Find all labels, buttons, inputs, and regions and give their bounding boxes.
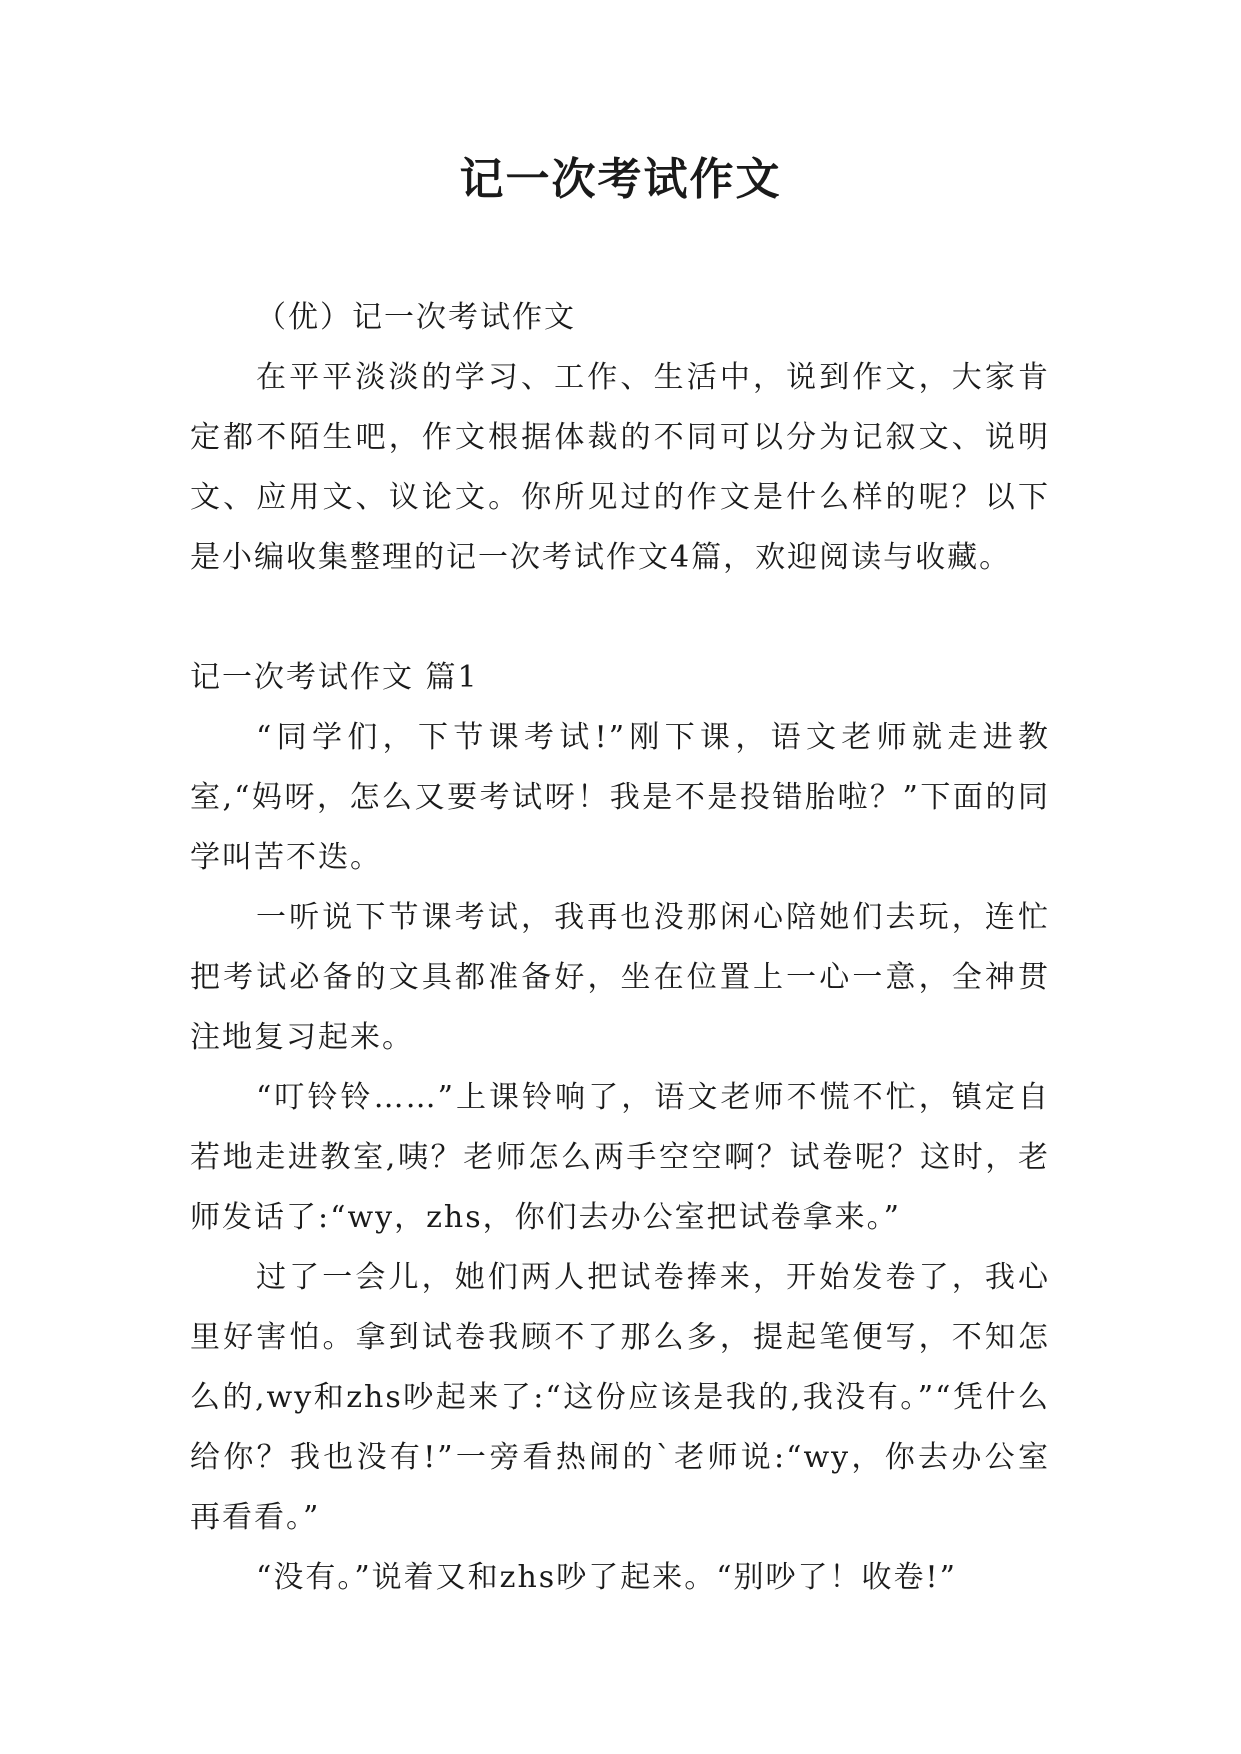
body-paragraph: “没有。”说着又和zhs吵了起来。“别吵了！收卷!” [256,1560,957,1595]
document-body [190,288,1050,1608]
intro-paragraph: 在平平淡淡的学习、工作、生活中，说到作文，大家肯定都不陌生吧，作文根据体裁的不同可以分为记叙文、说明文、应用文、议论文。你所见过的作文是什么样的呢？以下是小编收集整理的记一次考试作文4篇，欢迎阅读与收藏。 [190,360,1050,575]
body-paragraph: 一听说下节课考试，我再也没那闲心陪她们去玩，连忙把考试必备的文具都准备好，坐在位置上一心一意，全神贯注地复习起来。 [190,900,1050,1055]
section-heading: 记一次考试作文 篇1 [190,660,479,695]
body-paragraph: “叮铃铃……”上课铃响了，语文老师不慌不忙，镇定自若地走进教室,咦？老师怎么两手空空啊？试卷呢？这时，老师发话了:“wy，zhs，你们去办公室把试卷拿来。” [190,1080,1050,1235]
subtitle-paragraph: （优）记一次考试作文 [256,300,576,335]
body-paragraph: “同学们，下节课考试!”刚下课，语文老师就走进教室,“妈呀，怎么又要考试呀！我是不是投错胎啦？”下面的同学叫苦不迭。 [190,720,1050,875]
body-paragraph: 过了一会儿，她们两人把试卷捧来，开始发卷了，我心里好害怕。拿到试卷我顾不了那么多，提起笔便写，不知怎么的,wy和zhs吵起来了:“这份应该是我的,我没有。”“凭什么给你？我也没有!”一旁看热闹的`老师说:“wy，你去办公室再看看。” [190,1260,1050,1535]
document-title: 记一次考试作文 [459,154,782,205]
